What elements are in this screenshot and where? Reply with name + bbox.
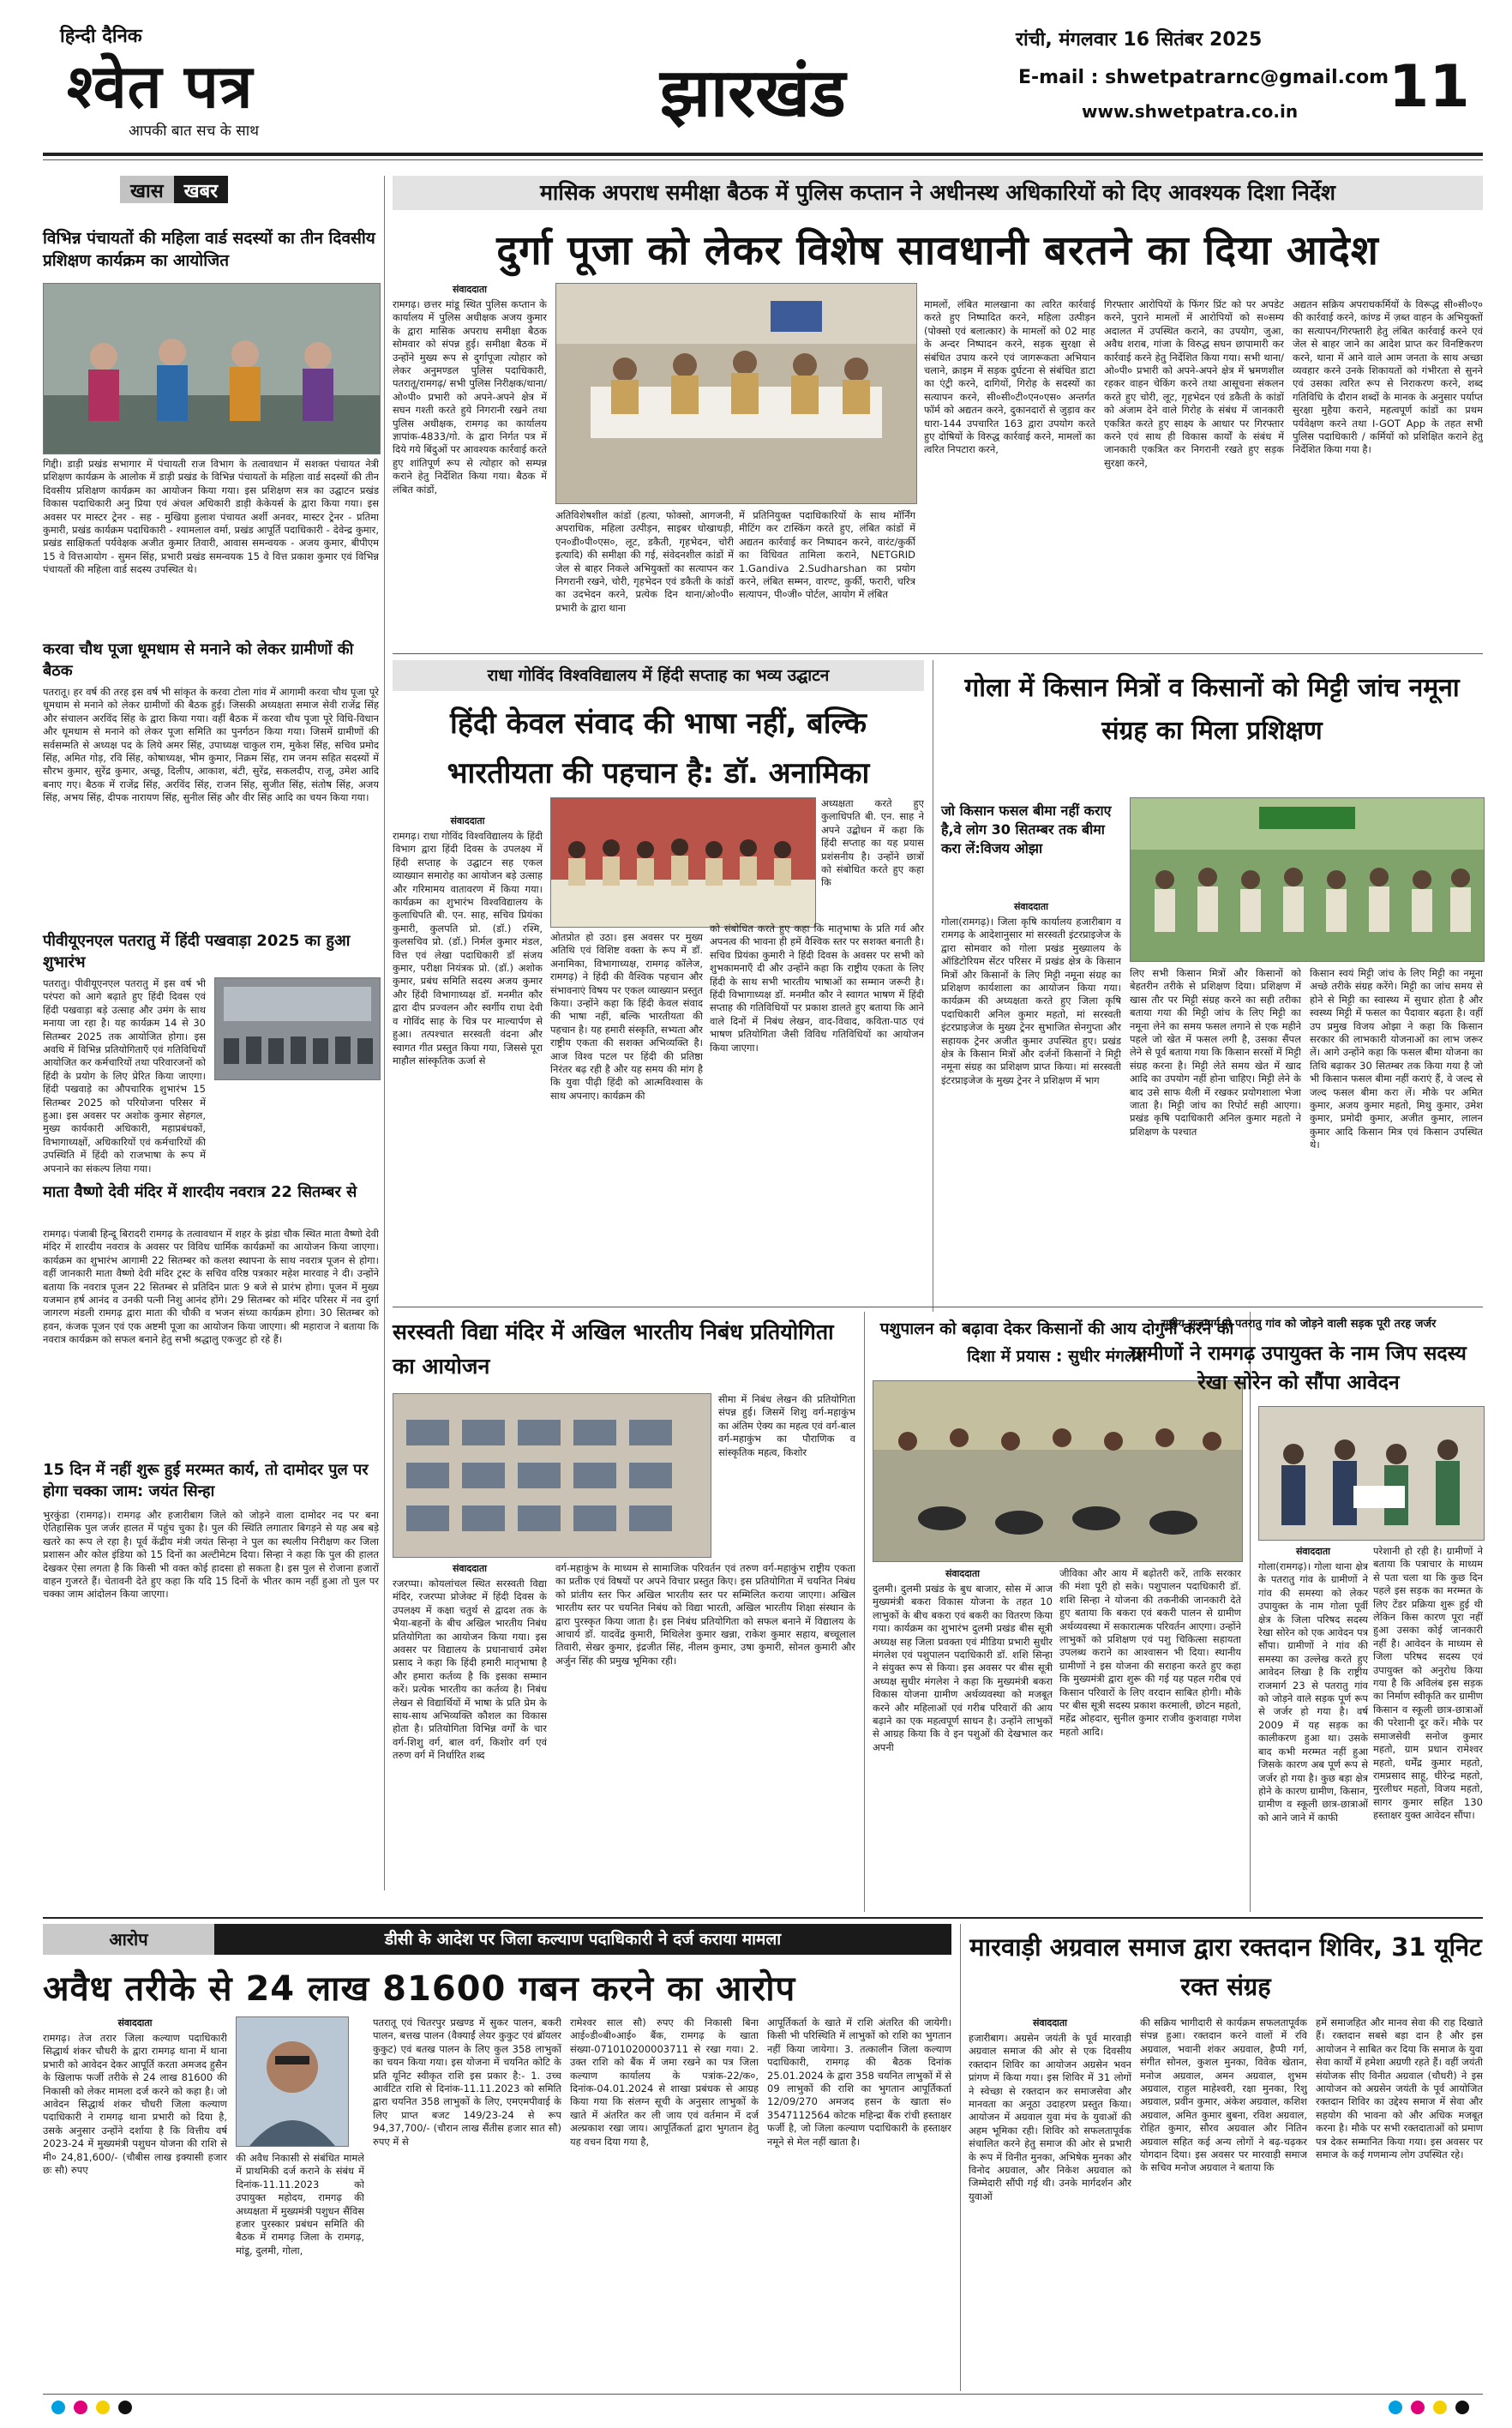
gola-photo <box>1130 797 1485 962</box>
gaban-col-1: रामगढ़। तेज तरार जिला कल्याण पदाधिकारी सिद्धार्थ शंकर चौधरी के द्वारा रामगढ़ थाना में थाना प्रभारी को आवेदन देकर आपूर्ति करता अमजद हुसैन के खिलाफ फर्जी तरीके से 24 लाख 81600 की निकासी को लेकर मामला दर्ज करने को कहा है। जो आवेदन सिद्धार्थ शंकर चौधरी जिला कल्याण पदाधिकारी ने रामगढ़ थाना प्रभारी को दिया है, उसके अनुसार उन्होंने दर्शाया है कि वित्तीय वर्ष 2023-24 में मुख्यमंत्री पशुधन योजना की राशि से मी० 24,81,600/- (चौबीस लाख इक्यासी हजार छः सौ) रुपए <box>43 2032 227 2177</box>
lead-col-5: गिरफ्तार आरोपियों के फिंगर प्रिंट को पर अपडेट करने, पुराने मामलों में आरोपियों को स०सम्य अदालत में उपस्थित कराने, का उपयोग, जुआ, अवैध शराब, गांजा के विरुद्ध सघन छापामारी कर कार्रवाई करने हेतु निर्देशित किया गया। सभी थाना/ओ०पी० प्रभारी को अपने-अपने क्षेत्र में भ्रमणशील रहकर वाहन चेकिंग करने तथा आसूचना संकलन करते हुए चोरी, लूट, गृहभेदन एवं डकैती के कांडों को अंजाम देने वाले गिरोह के संबंध में जानकारी एकत्रित करते हुए साक्ष्य के आधार पर गिरफ्तार करने एवं साथ ही विकास कार्यों के संबंध में जानकारी एकत्रित कर निगरानी रखते हुए सड़क सुरक्षा करने, <box>1104 298 1284 469</box>
khaas-story-4-headline: माता वैष्णो देवी मंदिर में शारदीय नवरात्र 22 सितम्बर से <box>43 1183 357 1201</box>
section-title: झारखंड <box>660 55 846 132</box>
saraswati-headline: सरस्वती विद्या मंदिर में अखिल भारतीय निबंध प्रतियोगिता का आयोजन <box>393 1319 834 1379</box>
villagers-photo <box>1259 1407 1484 1540</box>
registration-mark <box>51 2401 65 2414</box>
saraswati-right-top: सीमा में निबंध लेखन की प्रतियोगिता संपन्न हुई। जिसमें शिशु वर्ग-महाकुंभ का अंतिम ऐक्य का महत्व एवं वर्ग-बाल वर्ग-महाकुंभ का पौराणिक व सांस्कृतिक महत्व, किशोर <box>718 1393 855 1458</box>
lead-rule <box>393 653 1483 654</box>
gaban-photo <box>236 2016 349 2147</box>
hall-photo <box>215 978 380 1079</box>
lead-col-3: में प्रतिनियुक्त पदाधिकारियों के साथ मॉर्निंग मीटिंग कर टास्किंग करते हुए, लंबित कांडों में अद्यतन कार्रवाई कर निष्पादन करने, वारंट/कुर्की का विधिवत तामिला कराने, NETGRID 1.Gandiva 2.Sudharshan का प्रयोग करने, लंबित सम्मन, वारण्ट, कुर्की, फरारी, चरित्र सत्यापन, पी०जी० पोर्टल, आयोग में लंबित <box>739 509 915 601</box>
hindi-headline: हिंदी केवल संवाद की भाषा नहीं, बल्कि भारतीयता की पहचान है: डॉ. अनामिका <box>447 706 870 790</box>
farmers-photo <box>1131 798 1484 961</box>
masthead <box>0 0 1512 184</box>
masthead-rule <box>43 153 1483 156</box>
lead-col-4: मामलों, लंबित मालखाना का त्वरित कार्रवाई करते हुए निष्पादित करने, महिला उत्पीड़न (पोक्सो एवं बलात्कार) के मामलों को 02 माह के अन्दर निष्पादन करने, सड़क सुरक्षा से संबंधित उपाय करने एवं जागरूकता अभियान चलाने, क्राइम में सड़क दुर्घटना से संबंधित डाटा का एंट्री करने, दागियों, गिरोह के सदस्यों का सत्यापन करने, सी०सी०टी०एन०एस० अन्तर्गत फॉर्म को अद्यतन करने, दुकानदारों से जुड़ाव कर धारा-144 उपचारित 163 द्वारा उपयोग करते हुए दोषियों के विरुद्ध कार्रवाई करने, मामलों का त्वरित निपटारा करने, <box>924 298 1095 456</box>
dateline: रांची, मंगलवार 16 सितंबर 2025 <box>1016 29 1263 51</box>
zip-divider <box>1250 1312 1251 1912</box>
registration-mark <box>96 2401 110 2414</box>
gaban-col-2: की अवैध निकासी से संबंधित मामले में प्राथमिकी दर्ज कराने के संबंध में दिनांक-11.11.2023 को उपायुक्त महोदय, रामगढ़ की अध्यक्षता में मुख्यमंत्री पशुधन सैंविस हजार पुरस्कार प्रबंधन समिति की बैठक में रामगढ़ जिला के रामगढ़, मांडू, दुलमी, गोला, <box>236 2152 364 2257</box>
khaas-story-5-headline: 15 दिन में नहीं शुरू हुई मरम्मत कार्य, तो दामोदर पुल पर होगा चक्का जाम: जयंत सिन्हा <box>43 1461 369 1500</box>
gaban-col-5: आपूर्तिकर्ता के खाते में राशि अंतरित की जायेगी। किसी भी परिस्थिति में लाभुकों को राशि का भुगतान नहीं किया जायेगा। 3. तत्कालीन जिला कल्याण पदाधिकारी, रामगढ़ की बैठक दिनांक 25.01.2024 के द्वारा 358 चयनित लाभुकों में से 09 लाभुकों की राशि का भुगतान आपूर्तिकर्ता 12/09/270 अमजद हसन के खाता सं० 3547112564 कोटक महिन्द्रा बैंक रांची हस्ताक्षर फर्जी है, जो जिला कल्याण पदाधिकारी के हस्ताक्षर नमूने से मेल नहीं खाता है। <box>767 2016 951 2148</box>
khaas-story-3-photo <box>214 977 381 1080</box>
hindi-col-2: ओतप्रोत हो उठा। इस अवसर पर मुख्य अतिथि एवं विशिष्ट वक्ता के रूप में डॉ. अनामिका, विभागाध्यक्ष, रामगढ़ कॉलेज, रामगढ़) ने हिंदी की वैश्विक पहचान और संभावनाएं विषय पर एकल व्याख्यान प्रस्तुत किया। उन्होंने कहा कि हिंदी केवल संवाद की भाषा नहीं, बल्कि भारतीयता की पहचान है। यह हमारी संस्कृति, सभ्यता और राष्ट्रीय एकता की सशक्त अभिव्यक्ति है। आज विश्व पटल पर हिंदी की प्रतिष्ठा निरंतर बढ़ रही है और यह समय की मांग है कि युवा पीढ़ी हिंदी को आत्मविश्वास के साथ अपनाए। कार्यक्रम की <box>550 931 703 1102</box>
pashu-col-2: जीविका और आय में बढ़ोतरी करें, ताकि सरकार की मंशा पूरी हो सके। पशुपालन पदाधिकारी डॉ. शशि सिन्हा ने योजना की तकनीकी जानकारी देते हुए बताया कि बकरा एवं बकरी पालन से ग्रामीण अर्थव्यवस्था में सकारात्मक परिवर्तन आएगा। उन्होंने लाभुकों को प्रशिक्षण एवं पशु चिकित्सा सहायता उपलब्ध कराने का आश्वासन भी दिया। स्थानीय ग्रामीणों ने इस योजना की सराहना करते हुए कहा कि मुख्यमंत्री द्वारा शुरू की गई यह पहल गरीब एवं किसान परिवारों के लिए वरदान साबित होगी। मौके पर बीस सूत्री सदस्य प्रकाश करमाली, छोटन महतो, महेंद्र ओहदार, सुनील कुमार राजीव कुशवाहा गणेश महतो आदि। <box>1059 1567 1241 1738</box>
zip-headline: ग्रामीणों ने रामगढ़ उपायुक्त के नाम जिप सदस्य रेखा सोरेन को सौंपा आवेदन <box>1131 1343 1467 1394</box>
gola-col-3: किसान स्वयं मिट्टी जांच के लिए मिट्टी का नमूना अच्छे तरीके संग्रह करेंगे। मिट्टी का जांच समय से होने से मिट्टी का स्वास्थ्य में सुधार होता है और स्वस्थ्य मिट्टी में फसल का पैदावार बढ़ता है। वहीं उप प्रमुख विजय ओझा ने कहा कि किसान सरकार की लाभकारी योजनाओं का लाभ जरूर लें। आगे उन्होंने कहा कि फसल बीमा योजना का तिथि बढ़ाकर 30 सितम्बर तक किया गया है जो भी किसान फसल बीमा नहीं कराएं हैं, वे जल्द से जल्द फसल बीमा करा लें। मौके पर अमित कुमार, अजय कुमार महतो, मिथु कुमार, उमेश कुमार, प्रमोदी कुमार, अजीत कुमार, लालन कुमार आदि किसान मित्र एवं किसान उपस्थित थे। <box>1310 967 1483 1151</box>
khaas-story-2-body: पतरातू। हर वर्ष की तरह इस वर्ष भी सांकृत के करवा टोला गांव में आगामी करवा चौथ पूजा पूरे धूमधाम से मनाने को लेकर ग्रामीणों की बैठक हुई। जिसकी अध्यक्षता समाज सेवी राजेंद्र सिंह और संचालन अरविंद सिंह के द्वारा किया गया। वहीं बैठक में करवा चौथ पूजा पूरे विधि-विधान और धूमधाम से मनाने को लेकर पूजा समिति का पुनर्गठन किया गया। जिसमें ग्रामीणों की सर्वसम्मति से अध्यक्ष पद के लिये अमर सिंह, उपाध्यक्ष चाकुल राम, मुकेश सिंह, सचिव प्रमोद सिंह, अमित गोड़, रवि सिंह, कोषाध्यक्ष, भीम कुमार, निक्रम सिंह, राम जनम सहित सदस्यों में सौरभ कुमार, सुरेंद्र कुमार, अच्छू, दिलीप, आकाश, बंटी, सुरेंद्र, सकलदीप, राजू, उमेश आदि बनाए गए। बैठक में राजेंद्र सिंह, अरविंद सिंह, राजन सिंह, सुजीत सिंह, संतोष सिंह, अजय सिंह, अभय सिंह, दीपक नारायण सिंह, सुनील सिंह और वीर सिंह आदि का चयन किया गया। <box>43 686 379 804</box>
lead-col-1: रामगढ़। छत्तर मांडू स्थित पुलिस कप्तान के कार्यालय में पुलिस अधीक्षक अजय कुमार के द्वारा मासिक अपराध समीक्षा बैठक सोमवार को संपन्न हुई। समीक्षा बैठक में उन्होंने मुख्य रूप से दुर्गापूजा त्योहार को लेकर अनुमण्डल पुलिस पदाधिकारी, पतरातू/रामगढ़/ सभी पुलिस निरीक्षक/थाना/ओ०पी० प्रभारी को अपने-अपने क्षेत्र में सघन गश्ती करते हुये निगरानी रखने तथा पुलिस अधीक्षक, रामगढ़ का कार्यालय ज्ञापांक-4833/गो. के द्वारा निर्गत पत्र में दिये गये बिंदुओं पर आवश्यक कार्रवाई करते हुए शांतिपूर्ण रूप से त्योहार को सम्पन्न कराने हेतु निर्देशित किया गया। बैठक में लंबित कांडों, <box>393 298 547 496</box>
gola-inset-title: जो किसान फसल बीमा नहीं कराए है,वे लोग 30 सितम्बर तक बीमा करा लें:विजय ओझा <box>941 802 1112 856</box>
blood-col-2: की सक्रिय भागीदारी से कार्यक्रम सफलतापूर्वक संपन्न हुआ। रक्तदान करने वालों में रवि अग्रवाल, भवानी शंकर अग्रवाल, हैप्पी गर्ग, संगीत सोनल, कुशल मुनका, विवेक खेतान, मनोज अग्रवाल, अमन अग्रवाल, शुभम अग्रवाल, राहुल माहेश्वरी, रक्षा मुनका, रिशु अग्रवाल, प्रवीन कुमार, अंकेश अग्रवाल, कशिश अग्रवाल, अमित कुमार बुबना, रविश अग्रवाल, रोहित कुमार, सौरव अग्रवाल और नितिन अग्रवाल सहित कई अन्य लोगों ने बढ़-चढ़कर योगदान दिया। इस अवसर पर मारवाड़ी समाज के सचिव मनोज अग्रवाल ने बताया कि <box>1140 2016 1307 2174</box>
pashu-headline: पशुपालन को बढ़ावा देकर किसानों की आय दोगुनी करने की दिशा में प्रयास : सुधीर मंगलेश <box>879 1319 1234 1366</box>
lead-byline: संवाददाता <box>452 284 488 295</box>
website: www.shwetpatra.co.in <box>1082 101 1299 122</box>
masthead-tagline: हिन्दी दैनिक <box>60 26 142 47</box>
hindi-right-top: अध्यक्षता करते हुए कुलाधिपति बी. एन. साह ने अपने उद्बोधन में कहा कि हिंदी सप्ताह का यह प्रयास प्रशंसनीय है। उन्होंने छात्रों को संबोधित करते हुए कहा कि <box>821 797 924 889</box>
gola-col-1: गोला(रामगढ़)। जिला कृषि कार्यालय हजारीबाग व रामगढ़ के आदेशानुसार मां सरस्वती इंटरप्राइजेज के द्वारा सोमवार को गोला प्रखंड मुख्यालय के ऑडिटोरियम सेंटर परिसर में प्रखंड क्षेत्र के किसान मित्रों और किसानों के लिए मिट्टी नमूना संग्रह का प्रशिक्षण कार्यशाला का आयोजन किया गया। कार्यक्रम की अध्यक्षता करते हुए जिला कृषि पदाधिकारी अनिल कुमार महतो, मां सरस्वती इंटरप्राइजेज के मुख्य ट्रेनर सुभाजित सेनगुप्ता और सहायक ट्रेनर अजीत कुमार उपस्थित हुए। प्रखंड क्षेत्र के किसान मित्रों और दर्जनों किसानों ने मिट्टी नमूना संग्रह का प्रशिक्षण प्राप्त किया। मां सरस्वती इंटरप्राइजेज के मुख्य ट्रेनर ने प्रशिक्षण में भाग <box>941 916 1121 1086</box>
gaban-tag: आरोप <box>43 1924 214 1955</box>
gola-byline: संवाददाता <box>1013 901 1049 912</box>
gaban-tag-bar <box>43 1924 951 1955</box>
students-photo <box>393 1394 711 1557</box>
gola-headline: गोला में किसान मित्रों व किसानों को मिट्टी जांच नमूना संग्रह का मिला प्रशिक्षण <box>964 673 1460 746</box>
registration-marks <box>43 2401 1483 2418</box>
hindi-kicker: राधा गोविंद विश्वविद्यालय में हिंदी सप्ताह का भव्य उद्घाटन <box>393 660 924 691</box>
lead-col-2: अतिविशेषशील कांडों (हत्या, फोक्सो, आगजनी, अपराधिक, महिला उत्पीड़न, साइबर धोखाधड़ी, एन०डी०पी०एस०, लूट, डकैती, गृहभेदन, चोरी इत्यादि) की समीक्षा की गई, संवेदनशील कांडों में जेल से बाहर निकले अभियुक्तों का सत्यापन कर निगरानी रखने, चोरी, गृहभेदन एवं डकैती के कांडों का उदभेदन करने, प्रत्येक दिन थाना/ओ०पी० प्रभारी के द्वारा थाना <box>555 509 734 614</box>
hindi-col-1: रामगढ़। राधा गोविंद विश्वविद्यालय के हिंदी विभाग द्वारा हिंदी दिवस के उपलक्ष्य में हिंदी सप्ताह के उद्घाटन सह एकल व्याख्यान समारोह का आयोजन बड़े उत्साह और गरिमामय वातावरण में किया गया। कार्यक्रम का शुभारंभ विश्वविद्यालय के कुलाधिपति बी. एन. साह, सचिव प्रियंका कुमारी, कुलपति प्रो. (डॉ.) रश्मि, कुलसचिव प्रो. (डॉ.) निर्मल कुमार मंडल, वित्त एवं लेखा पदाधिकारी डॉ संजय कुमार, परीक्षा नियंत्रक प्रो. (डॉ.) अशोक कुमार, प्रबंध समिति सदस्य अजय कुमार और हिंदी विभागाध्यक्ष डॉ. मनमीत कौर द्वारा दीप प्रज्वलन और स्वर्गीय राधा देवी व गोविंद साह के चित्र पर माल्यार्पण से हुआ। तत्पश्चात सरस्वती वंदना और स्वागत गीत प्रस्तुत किया गया, जिससे पूरा माहौल सांस्कृतिक ऊर्जा से <box>393 830 543 1067</box>
registration-mark <box>1455 2401 1469 2414</box>
saraswati-byline: संवाददाता <box>452 1563 488 1574</box>
blood-col-1: हजारीबाग। अग्रसेन जयंती के पूर्व मारवाड़ी अग्रवाल समाज की ओर से एक दिवसीय रक्तदान शिविर का आयोजन अग्रसेन भवन प्रांगण में किया गया। इस शिविर में 31 लोगों ने स्वेच्छा से रक्तदान कर समाजसेवा और मानवता का अनूठा उदाहरण प्रस्तुत किया। आयोजन में अग्रवाल युवा मंच के युवाओं की अहम भूमिका रही। शिविर को सफलतापूर्वक संचालित करने हेतु समाज की ओर से प्रभारी के रूप में विनीत मुनका, अभिषेक मुनका और विनोद अग्रवाल, और निकेश अग्रवाल को जिम्मेदारी सौंपी गई थी। उनके मार्गदर्शन और युवाओं <box>969 2032 1131 2203</box>
masthead-logo: श्वेत पत्र <box>67 51 254 122</box>
hindi-col-3: को संबोधित करते हुए कहा कि मातृभाषा के प्रति गर्व और अपनत्व की भावना ही हमें वैश्विक स्तर पर सशक्त बनाती है। सचिव प्रियंका कुमारी ने हिंदी दिवस के अवसर पर सभी को शुभकामनाएँ दी और उन्होंने कहा कि राष्ट्रीय एकता के लिए हिंदी के साथ सभी भारतीय भाषाओं का सम्मान जरूरी है। हिंदी विभागाध्यक्ष डॉ. मनमीत कौर ने स्वागत भाषण में हिंदी सप्ताह की गतिविधियों पर प्रकाश डालते हुए बताया कि आने वाले दिनों में निबंध लेखन, वाद-विवाद, कविता-पाठ एवं भाषण प्रतियोगिता जैसी विविध गतिविधियों का आयोजन किया जाएगा। <box>710 923 924 1054</box>
zip-photo <box>1258 1406 1485 1541</box>
khaas-story-1-headline: विभिन्न पंचायतों की महिला वार्ड सदस्यों का तीन दिवसीय प्रशिक्षण कार्यक्रम का आयोजित <box>43 229 375 270</box>
registration-mark <box>1433 2401 1447 2414</box>
zip-col-2: परेशानी हो रही है। ग्रामीणों ने बताया कि पत्राचार के माध्यम से पता चला था कि कुछ दिन पहले इस सड़क का मरम्मत के लिए टेंडर प्रक्रिया शुरू हुई थी लेकिन किस कारण पूरा नहीं हुआ उसका कोई जानकारी नहीं है। आवेदन के माध्यम से जिला परिषद सदस्य एवं उपायुक्त को अनुरोध किया गया है कि अविलंब इस सड़क का निर्माण स्वीकृति कर ग्रामीण किसान व स्कूली छात्र-छात्राओं की परेशानी दूर करें। मौके पर समाजसेवी सनोज कुमार महतो, ग्राम प्रधान रामेश्वर महतो, धर्मेंद्र कुमार महतो, रामप्रसाद साहू, धीरेन्द्र महतो, मुरलीधर महतो, विजय महतो, सागर कुमार सहित 130 हस्ताक्षर युक्त आवेदन सौंपा। <box>1373 1545 1483 1822</box>
blood-byline: संवाददाता <box>1032 2017 1068 2028</box>
khaas-tag-2: खबर <box>174 176 229 203</box>
university-photo <box>551 798 815 927</box>
gaban-col-3: पतरातू एवं चितरपुर प्रखण्ड में सुकर पालन, बकरी पालन, बत्तख पालन (वैक्याईं लेयर कुकुट एवं ब्रॉयलर कुकुट) एवं बतख पालन के लिए कुल 358 लाभुकों का चयन किया गया। इस योजना में चयनित कोटि के प्रति यूनिट स्वीकृत राशि इस प्रकार है:- 1. उच्च आर्वटित राशि से दिनांक-11.11.2023 को समिति द्वारा चयनित 358 लाभुकों के लिए, एमएमपीवाई के लिए प्राप्त बजट 149/23-24 से रूप 94,37,700/- (चौरान लाख सैंतीस हजार सात सौ) रुपए में से <box>373 2016 561 2148</box>
gaban-byline: संवाददाता <box>117 2017 153 2028</box>
registration-mark <box>1389 2401 1402 2414</box>
khaas-story-1-body: गिद्दी। डाड़ी प्रखंड सभागार में पंचायती राज विभाग के तत्वावधान में सशक्त पंचायत नेत्री प्रशिक्षण कार्यक्रम के आलोक में डाड़ी प्रखंड के विभिन्न पंचायतों के महिला वार्ड सदस्यों की तीन दिवसीय प्रशिक्षण कार्यक्रम का आयोजन किया गया। इस प्रशिक्षण सत्र का उद्घाटन प्रखंड विकास पदाधिकारी अनु प्रिया एवं अंचल अधिकारी डाड़ी केकेयर्स के द्वारा किया गया। इस अवसर पर मास्टर ट्रेनर - सह - मुखिया हुलाश पंचायत अर्शी अनवर, मास्टर ट्रेनर - प्रतिमा कुमारी, प्रखंड कार्यक्रम पदाधिकारी - श्यामलाल वर्मा, प्रखंड आपूर्ति पदाधिकारी - देवेन्द्र कुमार, प्रखंड साक्षिकर्ता पर्यवेक्षक अजीत कुमार तिवारी, आवास समन्वयक - अजय कुमार, बीपीएम 15 वे वित्तआयोग - सुमन सिंह, प्रभारी प्रखंड समन्वयक 15 वे वित्त प्रकाश कुमार एवं विभिन्न पंचायतों की महिला वार्ड सदस्य उपस्थित थे। <box>43 458 379 576</box>
lead-photo <box>555 283 917 504</box>
khaas-story-3-body: पतरातु। पीवीयूएनएल पतरातु में इस वर्ष भी परंपरा को आगे बढ़ाते हुए हिंदी दिवस एवं हिंदी पखवाड़ा बड़े उत्साह और उमंग के साथ मनाया जा रहा है। यह कार्यक्रम 14 से 30 सितम्बर 2025 तक आयोजित होगा। इस अवधि में विभिन्न प्रतियोगिताएँ एवं गतिविधियाँ आयोजित कर कर्मचारियों तथा परिवारजनों को हिंदी के प्रयोग के लिए प्रेरित किया जाएगा। हिंदी पखवाड़े का औपचारिक शुभारंभ 15 सितम्बर 2025 को परियोजना परिसर में हुआ। इस अवसर पर अशोक कुमार सेहगल, मुख्य कार्यकारी अधिकारी, महाप्रबंधकों, विभागाध्यक्षों, अधिकारियों एवं कर्मचारियों की उपस्थिति में हिंदी को राजभाषा के रूप में अपनाने का संकल्प लिया गया। <box>43 977 206 1175</box>
khaas-story-3-body-a <box>43 977 206 1175</box>
hindi-photo <box>550 797 816 928</box>
masthead-rule-thin <box>43 159 1483 160</box>
lead-kicker: मासिक अपराध समीक्षा बैठक में पुलिस कप्तान ने अधीनस्थ अधिकारियों को दिए आवश्यक दिशा निर्देश <box>393 176 1483 210</box>
meeting-photo <box>556 284 916 503</box>
pashu-divider <box>864 1312 865 1912</box>
khaas-story-5-body: भुरकुंडा (रामगढ़)। रामगढ़ और हजारीबाग जिले को जोड़ने वाला दामोदर नद पर बना ऐतिहासिक पुल जर्जर हालत में पहुंच चुका है। पुल की स्थिति लगातार बिगड़ने से यह अब बड़े खतरे का रूप ले रहा है। पूर्व केंद्रीय मंत्री जयंत सिन्हा ने पुल का स्थलीय निरीक्षण कर जिला प्रशासन और कोल इंडिया को 15 दिनों का अल्टीमेटम दिया। सिन्हा ने कहा कि पुल की हालत देखकर ऐसा लगता है कि किसी भी वक्त कोई हादसा हो सकता है। इस पुल से रोजाना हजारों वाहन गुजरते हैं। चेतावनी देते हुए कहा कि यदि 15 दिनों के भीतर काम नहीं हुआ तो पुल पर चक्का जाम आंदोलन किया जाएगा। <box>43 1509 379 1601</box>
lead-col-6: अद्यतन सक्रिय अपराधकर्मियों के विरूद्ध सी०सी०ए० की कार्रवाई करने, कांण्ड में ज़ब्त वाहन के अभियुक्तों का सत्यापन/गिरफ्तारी हेतु लंबित कार्रवाई करने एवं जेल से बाहर जाने का आदेश प्राप्त कर विनष्टिकरण करने, थाना में आने वाले आम जनता के साथ अच्छा व्यवहार करने उनके शिकायतों को गंभीरता से सुनने एवं उसका त्वरित रूप से निराकरण करने, शब्द गतिविधि के दौरान शब्दों के मानक के अनुसार पर्याप्त सुरक्षा मुहैया कराने, महत्वपूर्ण कांडों का प्रथम पर्यवेक्षण करने तथा I-GOT App के तहत सभी पुलिस पदाधिकारी / कर्मियों को प्रशिक्षित कराने हेतु निर्देशित किया गया है। <box>1293 298 1483 456</box>
khaas-story-1-photo <box>43 283 381 454</box>
zip-kicker: राष्ट्रीय राजमार्ग से पतरातु गांव को जोड़ने वाली सड़क पूरी तरह जर्जर <box>1161 1318 1437 1331</box>
lead-headline: दुर्गा पूजा को लेकर विशेष सावधानी बरतने का दिया आदेश <box>496 227 1379 274</box>
zip-byline: संवाददाता <box>1295 1546 1331 1557</box>
pashu-byline: संवाददाता <box>945 1568 981 1579</box>
gaban-col-4: रामेश्वर साल सौ) रुपए की निकासी बिना आई०डी०बी०आई० बैंक, रामगढ़ के खाता संख्या-071010200003711 से रखा गया। 2. उक्त राशि को बैंक में जमा रखने का पत्र जिला कल्याण कार्यालय के पत्रांक-22/क०, दिनांक-04.01.2024 से शाखा प्रबंधक से आग्रह किया गया कि संलग्न सूची के अनुसार लाभुकों के खाते में अंतरित कर ली जाय एवं वर्तमान में दर्ज अल्प्रकाश रखा जाय। आपूर्तिकर्ता द्वारा भुगतान हेतु यह वचन दिया गया है, <box>570 2016 759 2148</box>
officer-portrait <box>237 2017 348 2146</box>
registration-mark <box>1411 2401 1425 2414</box>
bottom-section-rule <box>43 1917 1483 1919</box>
hindi-byline: संवाददाता <box>450 815 485 826</box>
page-number: 11 <box>1389 53 1470 121</box>
email: E-mail : shwetpatrarnc@gmail.com <box>1018 67 1389 88</box>
goats-photo <box>873 1381 1242 1561</box>
khaas-story-3-headline: पीवीयूएनएल पतरातु में हिंदी पखवाड़ा 2025 का हुआ शुभारंभ <box>43 932 351 971</box>
registration-mark <box>118 2401 132 2414</box>
gola-col-2: लिए सभी किसान मित्रों और किसानों को बेहतरीन तरीके से प्रशिक्षण दिया। प्रशिक्षण में खास तौर पर मिट्टी संग्रह करने का सही तरीका बताया गया की मिट्टी जांच के लिए मिट्टी का नमूना लेने का समय फसल लगाने से एक महीने पहले जो खेत में फसल लगी है, उसका सैंपल लेने से पूर्व बताया गया कि किसान सरसों में मिट्टी संग्रह करना है। मिट्टी लेते समय खेत में खाद आदि का उपयोग नहीं होना चाहिए। मिट्टी लेने के बाद उसे साफ थैली में रखकर प्रयोगशाला भेजा जाता है। मिट्टी जांच का रिपोर्ट सही आएगा। प्रखंड कृषि पदाधिकारी अनिल कुमार महतो ने प्रशिक्षण के पश्चात <box>1130 967 1301 1138</box>
training-photo <box>44 284 380 454</box>
footer-rule <box>43 2394 1483 2395</box>
khaas-divider <box>384 176 385 1890</box>
blood-col-3: हमें समाजहित और मानव सेवा की राह दिखाते हैं। रक्तदान सबसे बड़ा दान है और इस आयोजन ने साबित कर दिया कि समाज के युवा सेवा कार्यों में हमेशा अग्रणी रहते हैं। वहीं जयंती संयोजक सीए विनीत अग्रवाल (चौधरी) ने इस आयोजन को अग्रसेन जयंती के पूर्व आयोजित रक्तदान शिविर का उद्देश्य समाज में सेवा और सहयोग की भावना को और अधिक मजबूत करना है। मौके पर सभी रक्तदाताओं को प्रमाण पत्र देकर सम्मानित किया गया। इस अवसर पर समाज के कई गणमान्य लोग उपस्थित रहे। <box>1316 2016 1483 2161</box>
khaas-tag-1: खास <box>120 176 174 203</box>
khaas-story-2-headline: करवा चौथ पूजा धूमधाम से मनाने को लेकर ग्रामीणों की बैठक <box>43 640 354 680</box>
masthead-logo-sub: आपकी बात सच के साथ <box>129 123 260 140</box>
khaas-tag <box>120 176 228 203</box>
saraswati-photo <box>393 1393 711 1558</box>
blood-headline: मारवाड़ी अग्रवाल समाज द्वारा रक्तदान शिविर, 31 यूनिट रक्त संग्रह <box>969 1932 1482 2001</box>
registration-mark <box>74 2401 87 2414</box>
zip-col-1: गोला(रामगढ़)। गोला थाना क्षेत्र के पतरातु गांव के ग्रामीणों ने गांव की समस्या को लेकर उपायुक्त के नाम गोला पूर्वी क्षेत्र के जिला परिषद सदस्य रेखा सोरेन को एक आवेदन पत्र सौंपा। ग्रामीणों ने गांव की समस्या का उल्लेख करते हुए आवेदन लिखा है कि राष्ट्रीय राजमार्ग 23 से पतरातु गांव को जोड़ने वाले सड़क पूर्ण रूप से जर्जर हो गया है। वर्ष 2009 में यह सड़क का कालीकरण हुआ था। उसके बाद कभी मरम्मत नहीं हुआ जिसके कारण अब पूर्ण रूप से जर्जर हो गया है। कुछ बड़ा क्षेत्र होने के कारण ग्रामीण, किसान, ग्रामीण व स्कूली छात्र-छात्राओं को आने जाने में काफी <box>1258 1560 1368 1824</box>
gaban-kicker: डीसी के आदेश पर जिला कल्याण पदाधिकारी ने दर्ज कराया मामला <box>214 1924 951 1955</box>
blood-divider <box>960 1924 961 2391</box>
pashu-photo <box>873 1380 1243 1562</box>
pashu-col-1: दुलमी। दुलमी प्रखंड के बुध बाजार, सोस में आज मुख्यमंत्री बकरा विकास योजना के तहत 10 लाभुकों के बीच बकरा एवं बकरी का वितरण किया गया। कार्यक्रम का शुभारंभ दुलमी प्रखंड बीस सूत्री अध्यक्ष सह जिला प्रवक्ता एवं मीडिया प्रभारी सुधीर मंगलेश एवं पशुपालन पदाधिकारी डॉ. शशि सिन्हा ने संयुक्त रूप से किया। इस अवसर पर बीस सूत्री अध्यक्ष सुधीर मंगलेश ने कहा कि मुख्यमंत्री बकरा विकास योजना ग्रामीण अर्थव्यवस्था को मजबूत करने और महिलाओं एवं गरीब परिवारों की आय बढ़ाने का एक महत्वपूर्ण साधन है। उन्होंने लाभुकों से आग्रह किया कि वे इन पशुओं की देखभाल कर अपनी <box>873 1583 1053 1753</box>
gaban-headline: अवैध तरीके से 24 लाख 81600 गबन करने का आरोप <box>43 1969 796 2009</box>
khaas-story-4-body: रामगढ़। पंजाबी हिन्दू बिरादरी रामगढ़ के तत्वावधान में शहर के झंडा चौक स्थित माता वैष्णो देवी मंदिर में शारदीय नवरात्र के अवसर पर विविध धार्मिक कार्यक्रमों का आयोजन किया जाएगा। कार्यक्रम का शुभारंभ आगामी 22 सितम्बर को कलश स्थापना के साथ नवरात्र पूजन से होगा। वहीं जानकारी माता वैष्णो देवी मंदिर ट्रस्ट के सचिव वरिष्ठ पत्रकार महेश मारवाह ने दी। उन्होंने बताया कि नवरात्र पूजन 22 सितम्बर से प्रतिदिन प्रातः 9 बजे से प्रारंभ होगा। पूजन में मुख्य यजमान हर्ष आनंद व उनकी पत्नी निशु आनंद होंगे। 29 सितम्बर को मंदिर परिसर में नव दुर्गा जागरण मंडली रामगढ़ द्वारा माता की चौकी व भजन संध्या कार्यक्रम होगा। 30 सितम्बर को हवन, कंजक पूजन एवं एक अष्टमी पूजा का आयोजन किया जाएगा। श्री महाराज ने बताया कि नवरात्र कार्यक्रम को सफल बनाने हेतु सभी श्रद्धालु एकजुट हो रहे हैं। <box>43 1228 379 1346</box>
saraswati-col-1: रजरप्पा। कोयलांचल स्थित सरस्वती विद्या मंदिर, रजरप्पा प्रोजेक्ट में हिंदी दिवस के उपलक्ष्य में कक्षा चतुर्थ से द्वादश तक के भैया-बहनों के बीच अखिल भारतीय निबंध प्रतियोगिता का आयोजन किया गया। इस अवसर पर विद्यालय के प्रधानाचार्य उमेश प्रसाद ने कहा कि हिंदी हमारी मातृभाषा है और हमारा कर्तव्य है कि इसका सम्मान करें। प्रत्येक भारतीय का कर्तव्य है। निबंध लेखन से विद्यार्थियों में भाषा के प्रति प्रेम के साथ-साथ अभिव्यक्ति कौशल का विकास होता है। प्रतियोगिता विभिन्न वर्गों के चार वर्ग-शिशु वर्ग, बाल वर्ग, किशोर वर्ग एवं तरुण वर्ग में निर्धारित शब्द <box>393 1578 547 1762</box>
saraswati-col-2: वर्ग-महाकुंभ के माध्यम से सामाजिक परिवर्तन एवं तरुण वर्ग-महाकुंभ राष्ट्रीय एकता का प्रतीक एवं विषयों पर अपने विचार प्रस्तुत किए। इस प्रतियोगिता में चयनित निबंध को प्रांतीय स्तर फिर अखिल भारतीय स्तर पर सम्मिलित कराया जाएगा। अखिल भारतीय स्तर पर चयनित निबंध को विद्या भारती, अखिल भारतीय शिक्षा संस्थान के द्वारा पुरस्कृत किया जाता है। इस निबंध प्रतियोगिता को सफल बनाने में विद्यालय के आचार्य डॉ. यादवेंद्र कुमारी, मिथिलेश कुमार खन्ना, राकेश कुमार सहाय, बच्चूलाल तिवारी, सेखर कुमार, इंद्रजीत सिंह, नीलम कुमार, उषा कुमारी, सोनल कुमारी और अर्जुन सिंह की प्रमुख भूमिका रही। <box>555 1562 855 1667</box>
